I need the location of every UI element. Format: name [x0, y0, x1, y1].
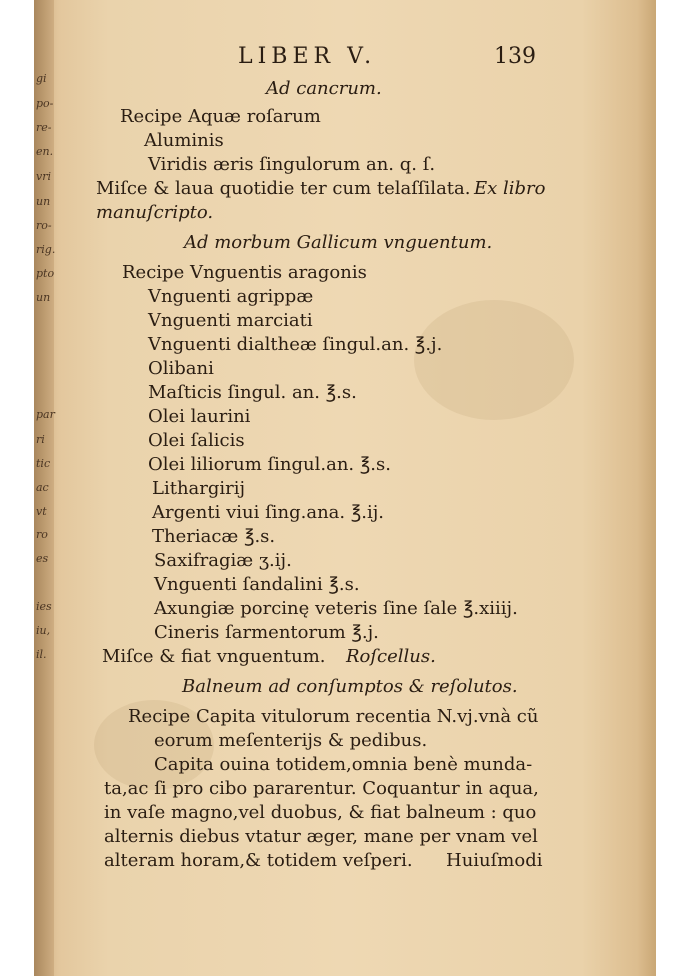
recipe-line: Vnguenti ſandalini ℥.s. [154, 574, 360, 595]
previous-page-edge [34, 0, 54, 976]
margin-fragment: es [36, 552, 49, 565]
margin-fragment: ri [36, 433, 45, 446]
margin-fragment: un [36, 291, 51, 304]
body-line: in vaſe magno,vel duobus, & fiat balneum : quo [104, 802, 537, 823]
body-line: alteram horam,& totidem veſperi. [104, 850, 413, 871]
margin-fragment: ies [36, 600, 52, 613]
recipe-line: Miſce & fiat vnguentum. [102, 646, 326, 667]
recipe-line: Recipe Vnguentis aragonis [122, 262, 367, 283]
margin-fragment: iu, [36, 624, 51, 637]
margin-fragment: il. [36, 648, 47, 661]
margin-fragment: tic [36, 457, 51, 470]
recipe-line: Vnguenti marciati [148, 310, 313, 331]
recipe-line: Lithargirij [152, 478, 246, 499]
paper-stain [414, 300, 574, 420]
margin-fragment: par [36, 408, 55, 421]
recipe-line: Olibani [148, 358, 214, 379]
recipe-line: Olei laurini [148, 406, 251, 427]
margin-fragment: en. [36, 145, 54, 158]
margin-fragment: ac [36, 481, 49, 494]
margin-fragment: ro- [36, 219, 52, 232]
source-citation: manuſcripto. [96, 202, 214, 223]
recipe-line: Axungiæ porcinę veteris ſine ſale ℥.xiiij. [154, 598, 518, 619]
recipe-line: Argenti viui ſing.ana. ℥.ij. [152, 502, 385, 523]
source-citation: Roſcellus. [346, 646, 436, 667]
section-heading: Ad cancrum. [266, 78, 382, 99]
section-heading: Balneum ad conſumptos & reſolutos. [182, 676, 518, 697]
catchword: Huiuſmodi [446, 850, 543, 871]
recipe-line: Olei liliorum ſingul.an. ℥.s. [148, 454, 391, 475]
recipe-line: Olei ſalicis [148, 430, 245, 451]
page-number: 139 [494, 44, 536, 69]
recipe-line: Theriacæ ℥.s. [152, 526, 276, 547]
recipe-line: Maſticis ſingul. an. ℥.s. [148, 382, 357, 403]
recipe-line: eorum meſenterijs & pedibus. [154, 730, 428, 751]
margin-fragment: gi [36, 72, 47, 85]
body-line: Capita ouina totidem,omnia benè munda- [154, 754, 533, 775]
recipe-line: Aluminis [144, 130, 224, 151]
source-citation: Ex libro [474, 178, 546, 199]
margin-fragment: vt [36, 505, 47, 518]
margin-fragment: po- [36, 97, 54, 110]
recipe-line: Recipe Aquæ roſarum [120, 106, 321, 127]
body-line: ta,ac ſi pro cibo pararentur. Coquantur in aqua, [104, 778, 539, 799]
recipe-line: Recipe Capita vitulorum recentia N.vj.vnà cũ [128, 706, 539, 727]
recipe-line: Vnguenti agrippæ [148, 286, 314, 307]
margin-fragment: ro [36, 528, 48, 541]
margin-fragment: rig. [36, 243, 56, 256]
book-page [34, 0, 656, 976]
margin-fragment: un [36, 195, 51, 208]
margin-fragment: vri [36, 170, 51, 183]
body-line: alternis diebus vtatur æger, mane per vnam vel [104, 826, 538, 847]
margin-fragment: pto [36, 267, 55, 280]
margin-fragment: re- [36, 121, 52, 134]
recipe-line: Vnguenti dialtheæ ſingul.an. ℥.j. [148, 334, 443, 355]
recipe-line: Cineris ſarmentorum ℥.j. [154, 622, 379, 643]
recipe-line: Viridis æris ſingulorum an. q. ſ. [148, 154, 436, 175]
running-head: LIBER V. [238, 44, 377, 69]
recipe-line: Miſce & laua quotidie ter cum telaſſilata. [96, 178, 471, 199]
recipe-line: Saxifragiæ ʒ.ij. [154, 550, 292, 571]
section-heading: Ad morbum Gallicum vnguentum. [184, 232, 493, 253]
